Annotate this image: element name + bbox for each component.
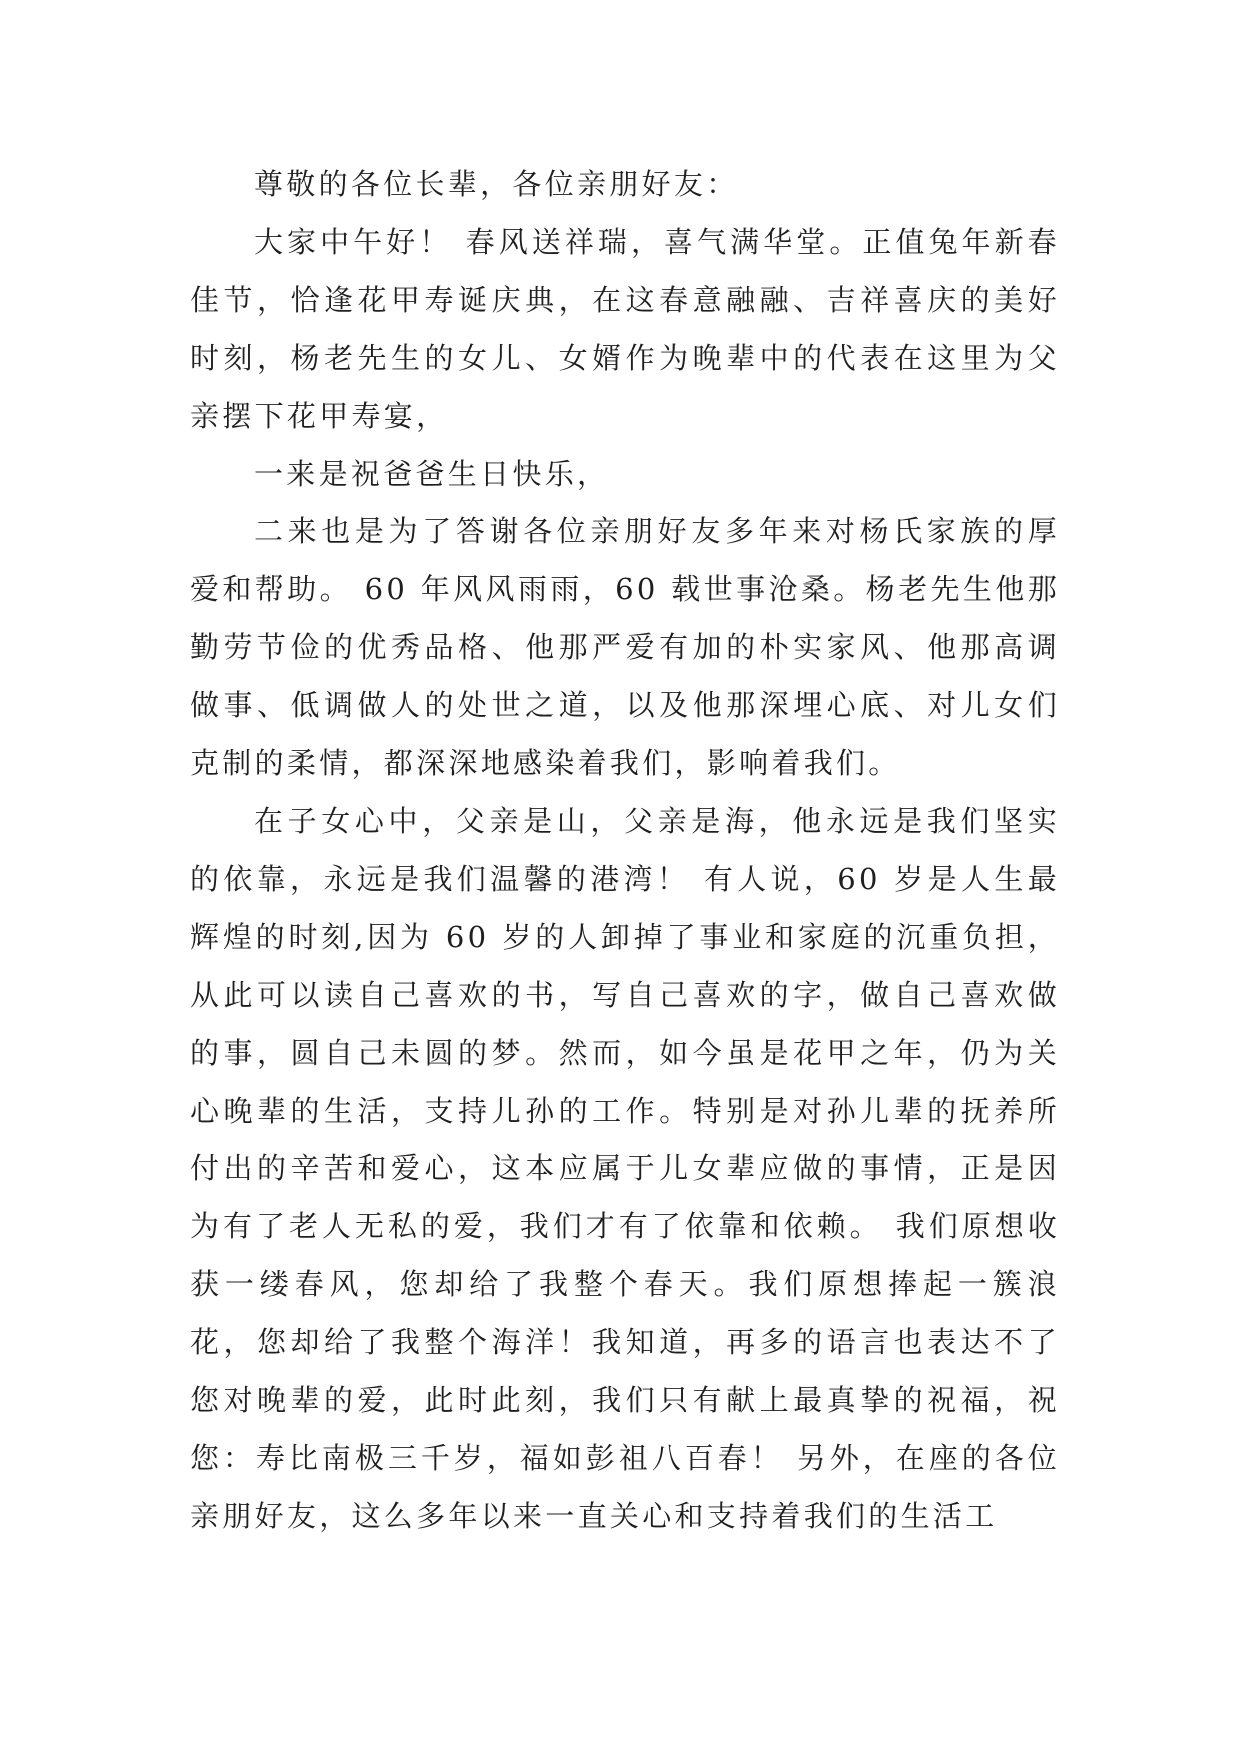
second-reason-paragraph: 二来也是为了答谢各位亲朋好友多年来对杨氏家族的厚爱和帮助。 60 年风风雨雨，60 载世事沧桑。杨老先生他那勤劳节俭的优秀品格、他那严爱有加的朴实家风、他那高调做事、低调做人的处世之道，以及他那深埋心底、对儿女们克制的柔情，都深深地感染着我们，影响着我们。	[190, 514, 1060, 781]
document-body	[190, 156, 1060, 1546]
first-reason-paragraph: 一来是祝爸爸生日快乐，	[254, 456, 610, 491]
salutation-paragraph: 尊敬的各位长辈，各位亲朋好友：	[254, 167, 739, 201]
greeting-paragraph: 大家中午好！ 春风送祥瑞，喜气满华堂。正值兔年新春佳节，恰逢花甲寿诞庆典，在这春意融融、吉祥喜庆的美好时刻，杨老先生的女儿、女婿作为晚辈中的代表在这里为父亲摆下花甲寿宴，	[190, 224, 1060, 433]
father-tribute-paragraph: 在子女心中，父亲是山，父亲是海，他永远是我们坚实的依靠，永远是我们温馨的港湾！ 有人说，60 岁是人生最辉煌的时刻,因为 60 岁的人卸掉了事业和家庭的沉重负担，从此可以读自己喜欢的书，写自己喜欢的字，做自己喜欢做的事，圆自己未圆的梦。然而，如今虽是花甲之年，仍为关心晚辈的生活，支持儿孙的工作。特别是对孙儿辈的抚养所付出的辛苦和爱心，这本应属于儿女辈应做的事情，正是因为有了老人无私的爱，我们才有了依靠和依赖。 我们原想收获一缕春风，您却给了我整个春天。我们原想捧起一簇浪花，您却给了我整个海洋！我知道，再多的语言也表达不了您对晚辈的爱，此时此刻，我们只有献上最真挚的祝福，祝您：寿比南极三千岁，福如彭祖八百春！ 另外，在座的各位亲朋好友，这么多年以来一直关心和支持着我们的生活工	[190, 803, 1060, 1533]
